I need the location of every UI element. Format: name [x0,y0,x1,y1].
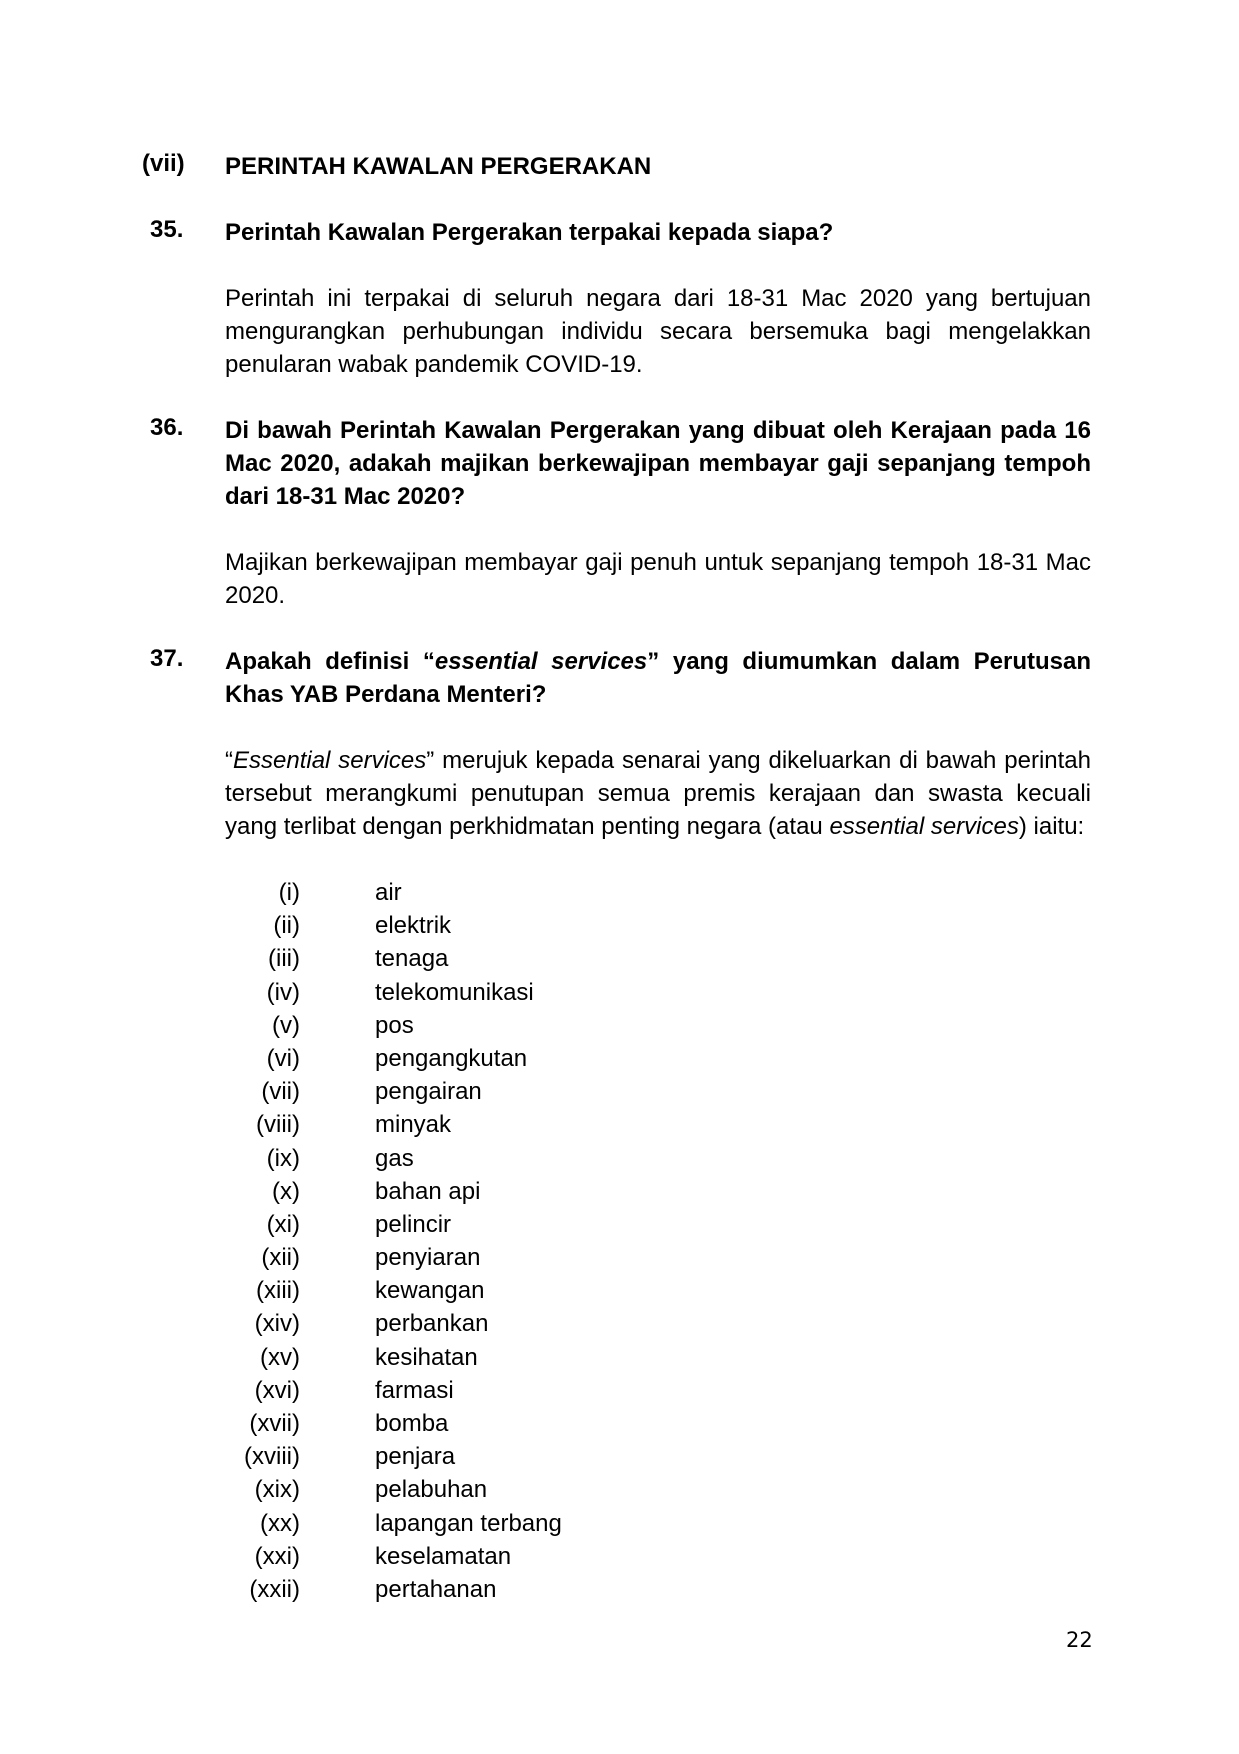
section-title: PERINTAH KAWALAN PERGERAKAN [225,153,652,180]
list-item-number: (iv) [266,978,300,1006]
answer-italic-term: essential services [829,813,1019,840]
section-number: (vii) [142,150,185,177]
list-item-number: (xi) [266,1210,300,1238]
list-item [225,1175,825,1208]
list-item-number: (xvi) [254,1376,300,1404]
question-text: Di bawah Perintah Kawalan Pergerakan yang dibuat oleh Kerajaan pada 16 Mac 2020, adakah majikan berkewajipan membayar gaji sepanjang tempoh dari 18-31 Mac 2020? [225,417,1091,510]
list-item-text: lapangan terbang [375,1509,562,1537]
list-item-text: pos [375,1011,414,1039]
list-item-number: (xv) [260,1343,300,1371]
list-item-number: (xiv) [254,1310,300,1338]
list-item [225,1440,825,1473]
list-item-number: (xxi) [254,1542,300,1570]
list-item-text: pelabuhan [375,1476,488,1504]
question-number: 37. [150,645,184,672]
question-number: 35. [150,216,184,243]
list-item-number: (xvii) [249,1410,300,1437]
answer-text-part: ” merujuk kepada senarai yang dikeluarkan di bawah perintah tersebut merangkumi penutupan semua premis kerajaan dan swasta kecuali yang terlibat dengan perkhidmatan penting negara (atau [225,747,1091,840]
list-item-number: (xxii) [249,1575,300,1603]
page-number: 22 [1066,1628,1093,1652]
list-item-text: farmasi [375,1376,454,1404]
list-item [225,1241,825,1274]
list-item [225,1507,825,1540]
list-item-number: (x) [272,1177,300,1205]
list-item [225,1341,825,1374]
answer-text-part: “ [225,747,233,774]
essential-services-list [225,876,825,1606]
question-text-part: ” yang diumumkan dalam Perutusan Khas YAB Perdana Menteri? [225,648,1091,708]
list-item-number: (xx) [260,1509,300,1537]
list-item [225,1042,825,1075]
list-item-text: telekomunikasi [375,978,534,1006]
list-item-number: (ii) [273,912,300,940]
list-item-text: air [375,879,402,906]
list-item [225,976,825,1009]
list-item [225,1142,825,1175]
list-item-number: (iii) [268,945,300,973]
list-item-text: bomba [375,1410,449,1437]
list-item [225,1573,825,1606]
list-item [225,1075,825,1108]
list-item-text: pengangkutan [375,1044,528,1072]
list-item [225,1307,825,1340]
list-item-text: kewangan [375,1277,485,1305]
question-text [225,645,1091,711]
list-item-number: (vii) [261,1078,300,1106]
list-item [225,1108,825,1141]
list-item-text: tenaga [375,945,449,973]
list-item-text: elektrik [375,912,452,940]
list-item-text: pertahanan [375,1575,497,1603]
list-item-text: keselamatan [375,1542,512,1570]
list-item [225,876,825,909]
list-item-text: kesihatan [375,1343,478,1371]
answer-text-part: ) iaitu: [1018,813,1085,840]
list-item-number: (xiii) [256,1277,300,1305]
list-item-text: bahan api [375,1177,481,1205]
list-item [225,942,825,975]
list-item [225,1473,825,1506]
question-italic-term: essential services [434,648,648,675]
question-text-part: Apakah definisi “ [225,648,435,675]
list-item-number: (ix) [266,1144,300,1172]
answer-text: Majikan berkewajipan membayar gaji penuh untuk sepanjang tempoh 18-31 Mac 2020. [225,549,1091,609]
list-item-text: penjara [375,1443,456,1471]
list-item [225,1540,825,1573]
list-item [225,1374,825,1407]
answer-text [225,744,1091,843]
question-text: Perintah Kawalan Pergerakan terpakai kepada siapa? [225,219,834,246]
list-item [225,909,825,942]
list-item-text: minyak [375,1111,452,1139]
list-item-number: (vi) [266,1044,300,1072]
list-item-text: pelincir [375,1210,452,1238]
list-item-text: pengairan [375,1078,482,1106]
answer-italic-term: Essential services [233,747,427,774]
list-item-number: (i) [278,879,300,906]
list-item-number: (v) [272,1011,300,1039]
list-item [225,1274,825,1307]
list-item-number: (viii) [256,1111,300,1139]
answer-text: Perintah ini terpakai di seluruh negara dari 18-31 Mac 2020 yang bertujuan mengurangkan perhubungan individu secara bersemuka bagi mengelakkan penularan wabak pandemik COVID-19. [225,285,1091,378]
question-number: 36. [150,414,184,441]
list-item [225,1208,825,1241]
list-item-number: (xix) [254,1476,300,1504]
list-item-text: penyiaran [375,1244,481,1272]
list-item-text: perbankan [375,1310,489,1338]
list-item [225,1407,825,1440]
list-item-number: (xii) [261,1244,300,1272]
list-item-number: (xviii) [244,1443,300,1471]
list-item-text: gas [375,1144,414,1172]
list-item [225,1009,825,1042]
